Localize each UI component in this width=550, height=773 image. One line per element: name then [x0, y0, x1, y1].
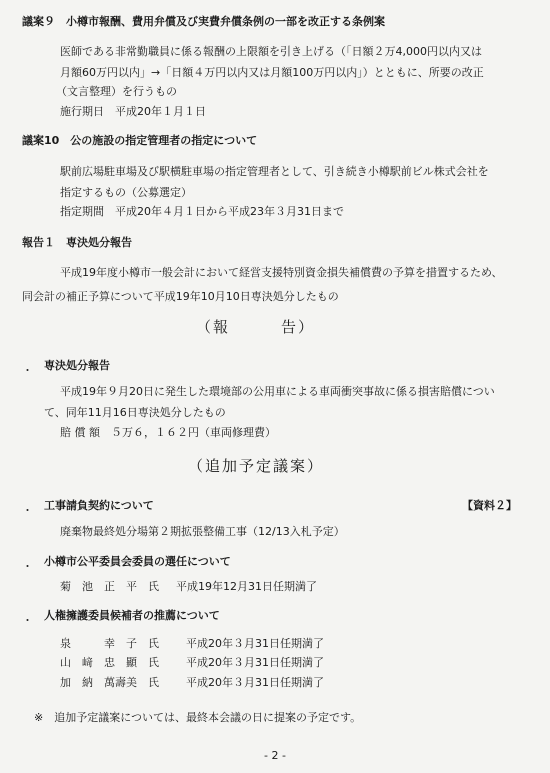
agenda10-period: 指定期間 平成20年４月１日から平成23年３月31日まで: [60, 205, 344, 218]
fair-committee-person-term: 平成19年12月31日任期満了: [176, 580, 317, 593]
report1-body-line2: 同会計の補正予算について平成19年10月10日専決処分したもの: [22, 290, 339, 303]
agenda10-body-line2: 指定するもの（公募選定）: [60, 186, 192, 199]
section-heading-report: （報 告）: [196, 318, 316, 336]
human-rights-person-name: 山 﨑 忠 顯 氏: [60, 656, 159, 669]
human-rights-person-term: 平成20年３月31日任期満了: [186, 676, 324, 689]
report-item-title: 専決処分報告: [44, 359, 110, 372]
bullet-mark: ・: [22, 614, 33, 627]
report1-body-line1: 平成19年度小樽市一般会計において経営支援特別資金損失補償費の予算を措置するため、: [60, 266, 503, 279]
contract-item-body: 廃棄物最終処分場第２期拡張整備工事（12/13入札予定）: [60, 525, 345, 538]
contract-item-title: 工事請負契約について: [44, 499, 154, 512]
fair-committee-person-name: 菊 池 正 平 氏: [60, 580, 159, 593]
report-item-body-line2: て、同年11月16日専決処分したもの: [44, 406, 226, 419]
human-rights-person-name: 加 納 萬壽美 氏: [60, 676, 159, 689]
bullet-mark: ・: [22, 364, 33, 377]
agenda9-effective-date: 施行期日 平成20年１月１日: [60, 105, 206, 118]
agenda9-title: 議案９ 小樽市報酬、費用弁償及び実費弁償条例の一部を改正する条例案: [22, 15, 385, 28]
bullet-mark: ・: [22, 560, 33, 573]
bullet-mark: ・: [22, 504, 33, 517]
human-rights-person-term: 平成20年３月31日任期満了: [186, 656, 324, 669]
report1-title: 報告１ 専決処分報告: [22, 236, 132, 249]
agenda10-title: 議案10 公の施設の指定管理者の指定について: [22, 134, 258, 147]
human-rights-title: 人権擁護委員候補者の推薦について: [44, 609, 220, 622]
agenda9-body-line2: 月額60万円以内」→「日額４万円以内又は月額100万円以内」）とともに、所要の改正: [60, 66, 484, 79]
agenda10-body-line1: 駅前広場駐車場及び駅横駐車場の指定管理者として、引き続き小樽駅前ビル株式会社を: [60, 165, 489, 178]
agenda9-body-line1: 医師である非常勤職員に係る報酬の上限額を引き上げる（「日額２万4,000円以内又は: [60, 45, 482, 58]
section-heading-additional: （追加予定議案）: [188, 457, 325, 475]
page-number: - 2 -: [264, 749, 286, 762]
agenda9-body-line3: （文言整理）を行うもの: [56, 85, 177, 98]
contract-material-ref: 【資料２】: [462, 499, 517, 512]
closing-note: ※ 追加予定議案については、最終本会議の日に提案の予定です。: [34, 711, 362, 724]
report-item-amount: 賠 償 額 ５万６，１６２円（車両修理費）: [60, 426, 276, 439]
human-rights-person-term: 平成20年３月31日任期満了: [186, 637, 324, 650]
report-item-body-line1: 平成19年９月20日に発生した環境部の公用車による車両衝突事故に係る損害賠償につい: [60, 385, 495, 398]
human-rights-person-name: 泉 幸 子 氏: [60, 637, 159, 650]
fair-committee-title: 小樽市公平委員会委員の選任について: [44, 555, 231, 568]
